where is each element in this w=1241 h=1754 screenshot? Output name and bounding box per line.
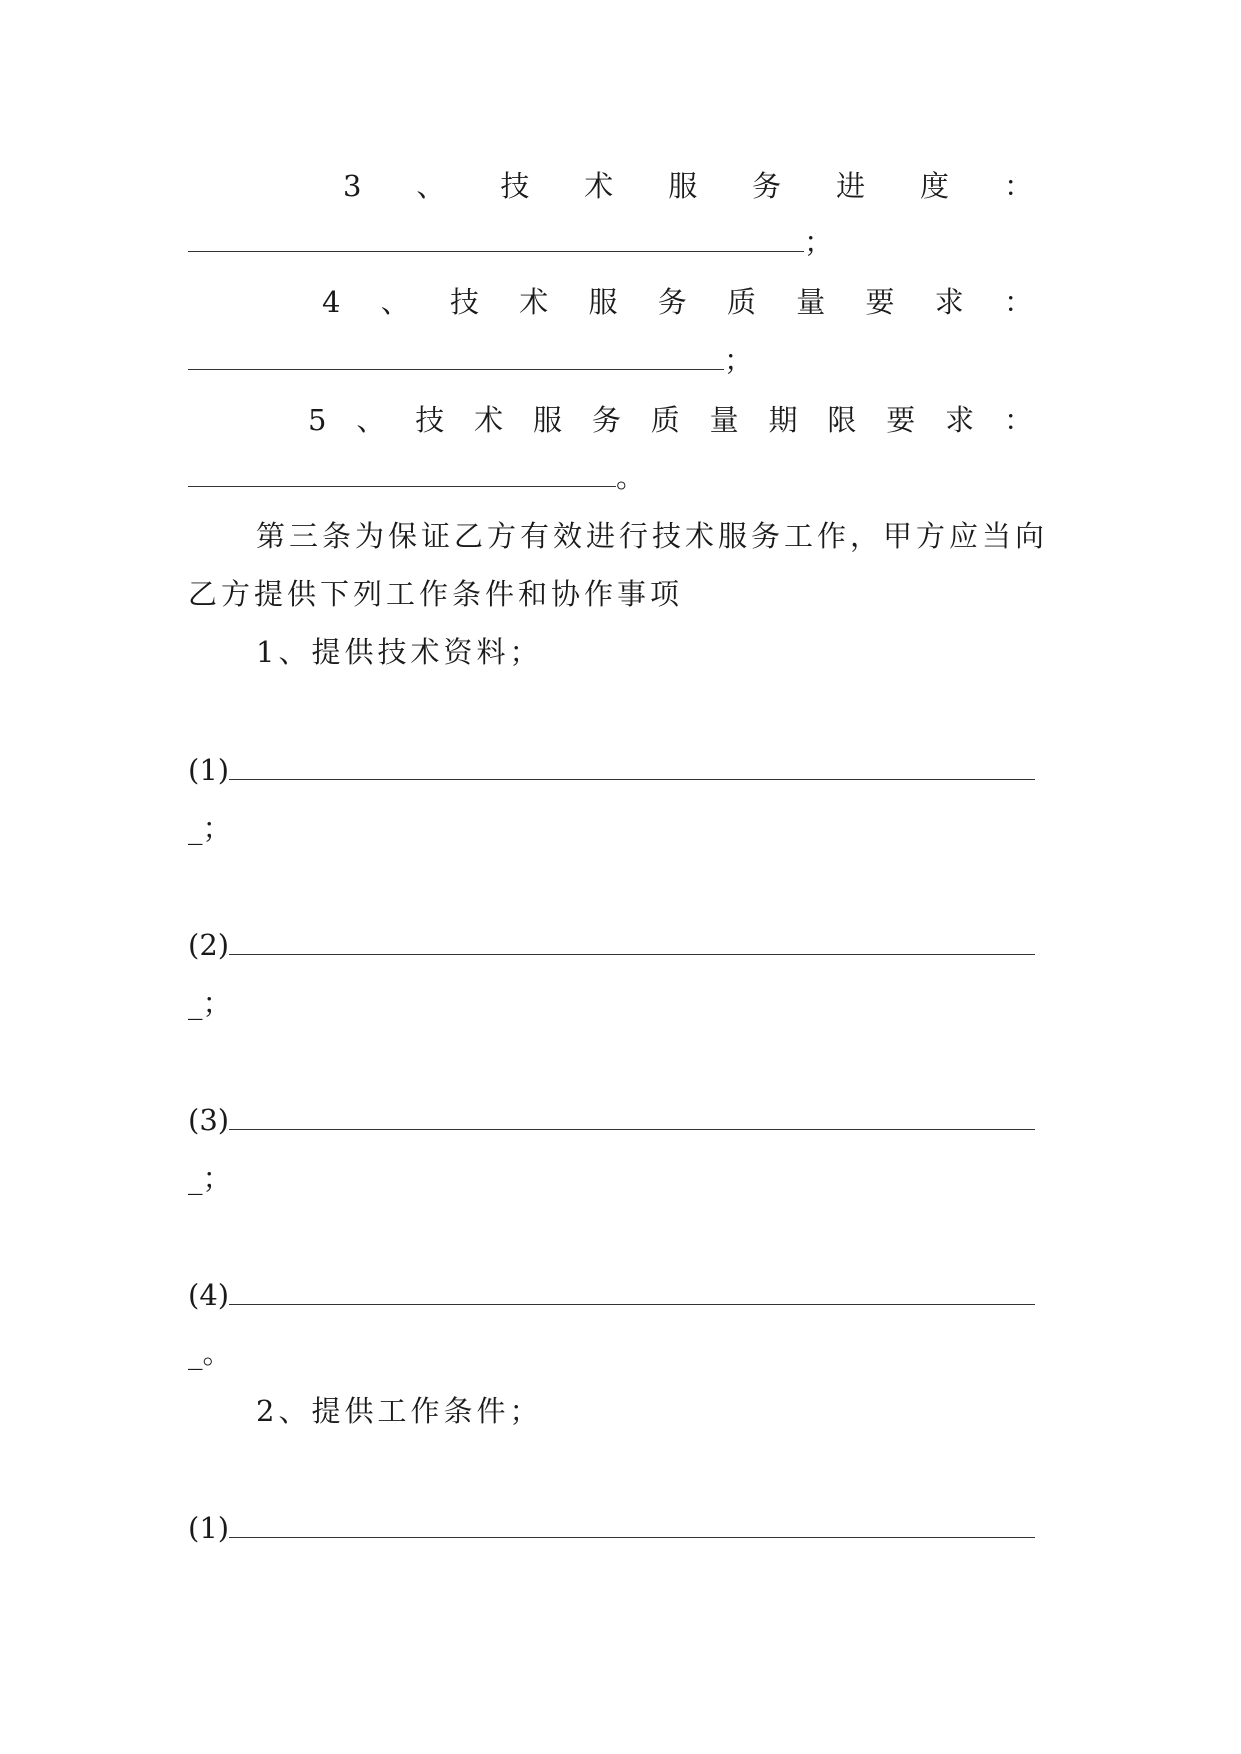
section-1-entry-3 bbox=[188, 1100, 1035, 1140]
item-3-heading: 3 、 技 术 服 务 进 度 ： bbox=[343, 166, 1033, 206]
item-5-blank: 。 bbox=[188, 457, 645, 497]
item-3-blank: ； bbox=[188, 222, 833, 262]
fill-blank[interactable] bbox=[188, 229, 804, 252]
item-separator: 、 bbox=[356, 403, 386, 437]
entry-label: (3) bbox=[188, 1103, 230, 1137]
section-1-entry-1 bbox=[188, 750, 1035, 790]
section-1-heading: 1、提供技术资料； bbox=[256, 635, 543, 669]
item-number: 4 bbox=[322, 285, 341, 319]
entry-label: (4) bbox=[188, 1278, 230, 1312]
item-colon: ： bbox=[1003, 403, 1033, 437]
fill-blank[interactable] bbox=[229, 1515, 1035, 1538]
item-number: 3 bbox=[343, 169, 362, 203]
section-1-entry-4 bbox=[188, 1275, 1035, 1315]
item-4-blank: ； bbox=[188, 340, 753, 380]
item-separator: 、 bbox=[380, 285, 410, 319]
item-separator: 、 bbox=[416, 169, 446, 203]
entry-tail: _。 bbox=[188, 1336, 232, 1370]
article-3-line-1: 第三条为保证乙方有效进行技术服务工作，甲方应当向 bbox=[256, 519, 1049, 553]
fill-blank[interactable] bbox=[188, 347, 724, 370]
item-4-heading: 4 、 技 术 服 务 质 量 要 求 ： bbox=[322, 282, 1033, 322]
entry-label: (2) bbox=[188, 928, 230, 962]
fill-blank[interactable] bbox=[229, 1282, 1035, 1305]
section-2-entry-1 bbox=[188, 1508, 1035, 1548]
fill-blank[interactable] bbox=[229, 932, 1035, 955]
section-2-heading: 2、提供工作条件； bbox=[256, 1394, 543, 1428]
item-colon: ： bbox=[1003, 169, 1033, 203]
item-colon: ： bbox=[1003, 285, 1033, 319]
section-1-entry-2 bbox=[188, 925, 1035, 965]
item-number: 5 bbox=[308, 403, 327, 437]
entry-label: (1) bbox=[188, 753, 230, 787]
item-5-heading: 5 、 技 术 服 务 质 量 期 限 要 求 ： bbox=[308, 400, 1033, 440]
entry-tail: _； bbox=[188, 811, 232, 845]
article-3-line-2: 乙方提供下列工作条件和协作事项 bbox=[188, 577, 684, 611]
entry-tail: _； bbox=[188, 986, 232, 1020]
entry-tail: _； bbox=[188, 1161, 232, 1195]
fill-blank[interactable] bbox=[229, 757, 1035, 780]
fill-blank[interactable] bbox=[229, 1107, 1035, 1130]
fill-blank[interactable] bbox=[188, 464, 616, 487]
entry-label: (1) bbox=[188, 1511, 230, 1545]
